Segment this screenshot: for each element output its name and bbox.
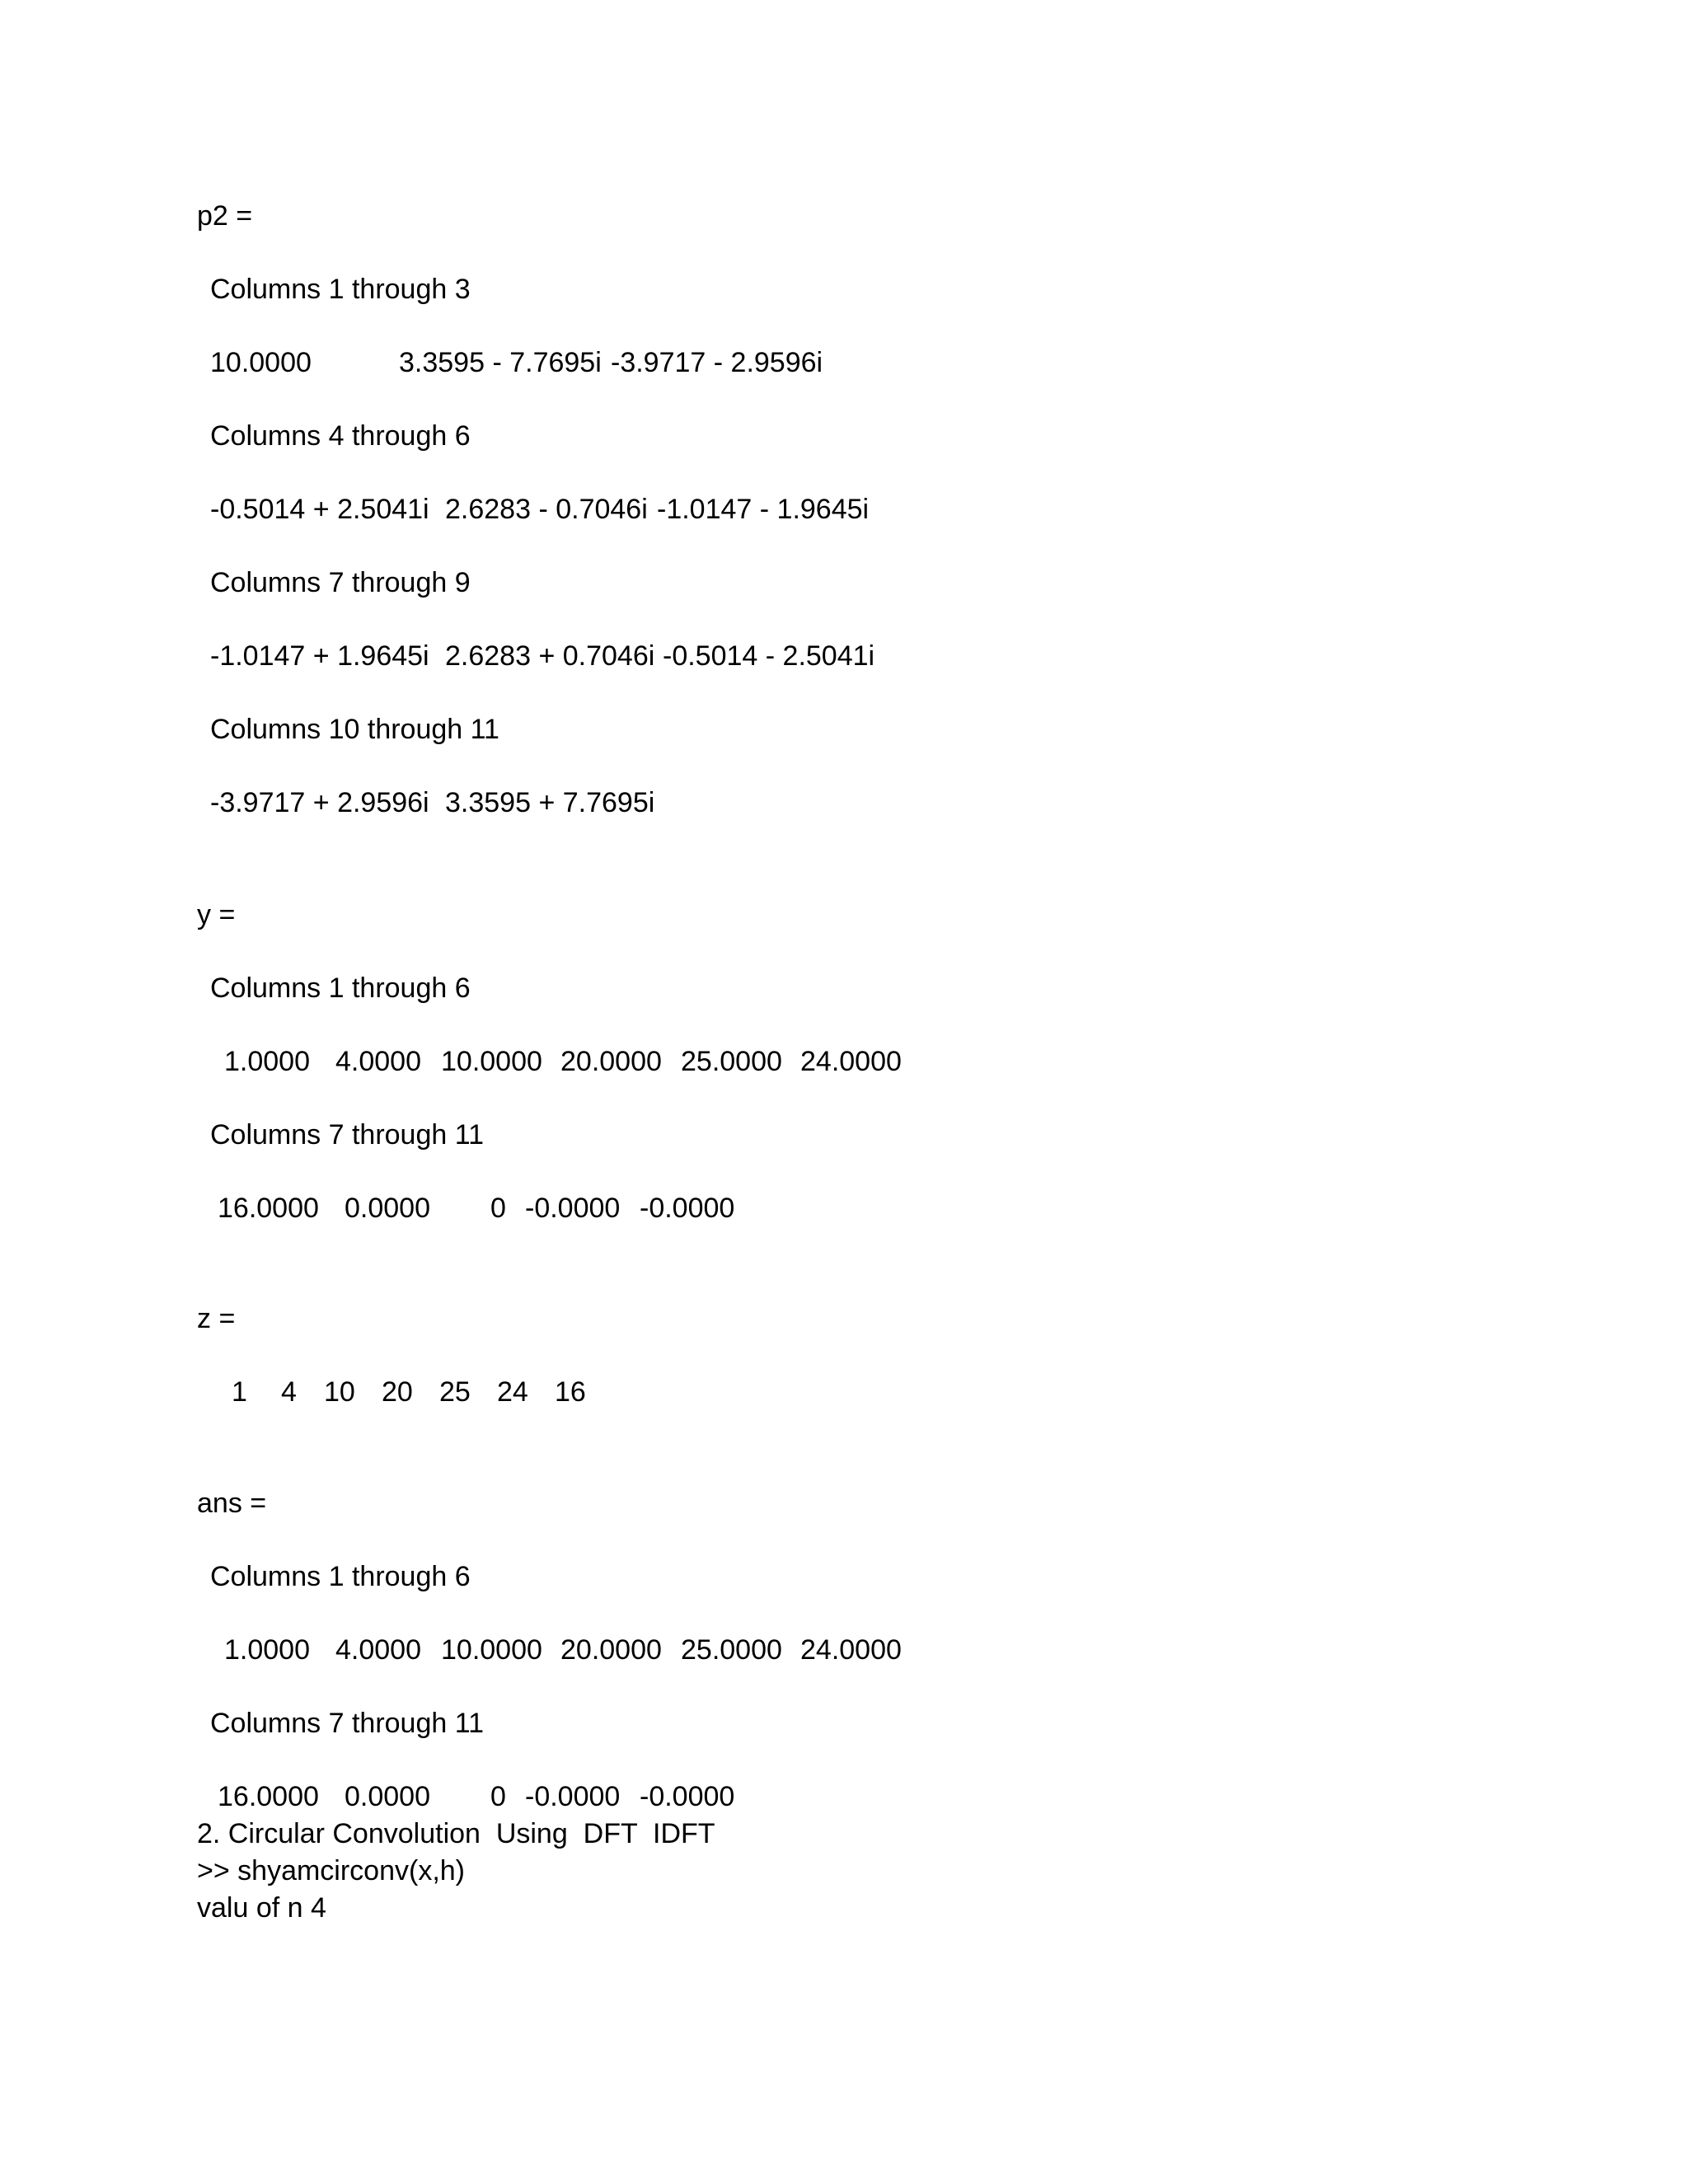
ans-value: 0.0000 xyxy=(345,1781,430,1812)
p2-label: p2 = xyxy=(197,200,253,232)
z-value: 1 xyxy=(232,1376,247,1408)
y-value: 25.0000 xyxy=(681,1046,782,1077)
p2-columns-header-2: Columns 4 through 6 xyxy=(210,420,471,452)
p2-values-row-2 xyxy=(0,493,1688,526)
ans-columns-header-1: Columns 1 through 6 xyxy=(210,1561,471,1592)
p2-value: 10.0000 xyxy=(210,347,312,378)
ans-columns-header-2: Columns 7 through 11 xyxy=(210,1708,485,1739)
y-columns-header-2: Columns 7 through 11 xyxy=(210,1119,485,1151)
ans-label: ans = xyxy=(197,1488,267,1519)
ans-values-row-1 xyxy=(0,1633,1688,1666)
z-value: 25 xyxy=(439,1376,471,1408)
ans-value: 16.0000 xyxy=(218,1781,319,1812)
p2-values-row-3 xyxy=(0,640,1688,673)
y-value: 4.0000 xyxy=(335,1046,421,1077)
ans-value: 24.0000 xyxy=(800,1634,902,1666)
p2-value: -3.9717 + 2.9596i xyxy=(210,787,429,818)
z-value: 4 xyxy=(281,1376,297,1408)
p2-value: 2.6283 - 0.7046i xyxy=(445,494,648,525)
z-values-row xyxy=(0,1376,1688,1408)
z-value: 20 xyxy=(382,1376,413,1408)
p2-value: 3.3595 - 7.7695i xyxy=(399,347,602,378)
y-value: -0.0000 xyxy=(640,1193,735,1224)
y-label: y = xyxy=(197,899,236,930)
p2-value: -1.0147 - 1.9645i xyxy=(657,494,870,525)
ans-value: 4.0000 xyxy=(335,1634,421,1666)
ans-values-row-2 xyxy=(0,1780,1688,1813)
ans-value: 10.0000 xyxy=(441,1634,542,1666)
y-value: 0 xyxy=(490,1193,506,1224)
p2-columns-header-4: Columns 10 through 11 xyxy=(210,714,499,745)
section-heading: 2. Circular Convolution Using DFT IDFT xyxy=(197,1818,715,1849)
z-value: 16 xyxy=(555,1376,586,1408)
ans-value: 20.0000 xyxy=(560,1634,662,1666)
p2-value: 3.3595 + 7.7695i xyxy=(445,787,655,818)
y-columns-header-1: Columns 1 through 6 xyxy=(210,972,471,1004)
y-values-row-2 xyxy=(0,1192,1688,1225)
p2-value: -0.5014 + 2.5041i xyxy=(210,494,429,525)
p2-value: -1.0147 + 1.9645i xyxy=(210,640,429,672)
z-value: 24 xyxy=(497,1376,528,1408)
y-value: 1.0000 xyxy=(224,1046,310,1077)
y-value: -0.0000 xyxy=(525,1193,621,1224)
y-value: 0.0000 xyxy=(345,1193,430,1224)
ans-value: 25.0000 xyxy=(681,1634,782,1666)
y-values-row-1 xyxy=(0,1045,1688,1078)
p2-values-row-1 xyxy=(0,346,1688,379)
y-value: 20.0000 xyxy=(560,1046,662,1077)
p2-values-row-4 xyxy=(0,786,1688,819)
command-line: >> shyamcirconv(x,h) xyxy=(197,1855,465,1886)
z-value: 10 xyxy=(324,1376,355,1408)
ans-value: -0.0000 xyxy=(525,1781,621,1812)
z-label: z = xyxy=(197,1303,236,1334)
y-value: 24.0000 xyxy=(800,1046,902,1077)
p2-value: -0.5014 - 2.5041i xyxy=(663,640,875,672)
p2-columns-header-3: Columns 7 through 9 xyxy=(210,567,471,598)
ans-value: 1.0000 xyxy=(224,1634,310,1666)
output-line: valu of n 4 xyxy=(197,1892,326,1924)
p2-value: 2.6283 + 0.7046i xyxy=(445,640,655,672)
ans-value: 0 xyxy=(490,1781,506,1812)
y-value: 16.0000 xyxy=(218,1193,319,1224)
y-value: 10.0000 xyxy=(441,1046,542,1077)
ans-value: -0.0000 xyxy=(640,1781,735,1812)
p2-value: -3.9717 - 2.9596i xyxy=(611,347,823,378)
p2-columns-header-1: Columns 1 through 3 xyxy=(210,274,471,305)
